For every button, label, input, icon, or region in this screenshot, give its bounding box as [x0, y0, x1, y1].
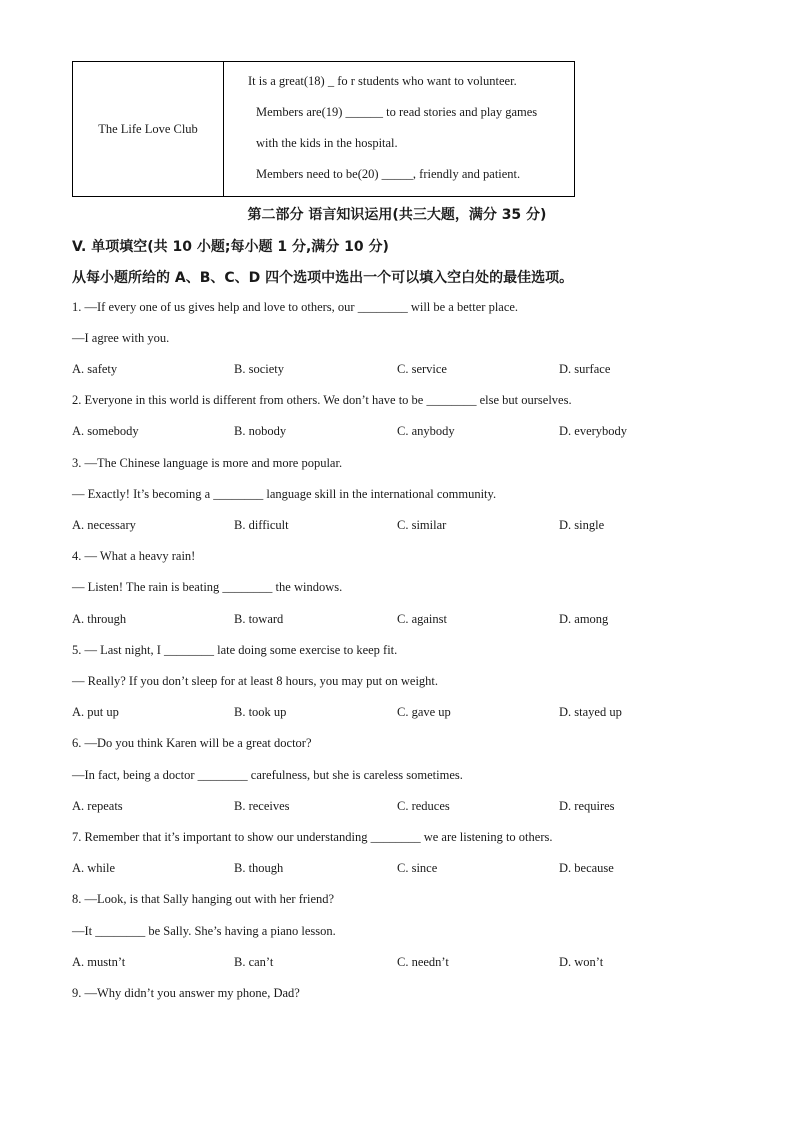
question-text: 6. —Do you think Karen will be a great doctor? — [72, 736, 312, 750]
question-text: —In fact, being a doctor ________ carefulness, but she is careless sometimes. — [72, 768, 463, 782]
club-description-cell — [224, 62, 575, 197]
option-d: D. single — [559, 518, 605, 532]
option-a: A. while — [72, 861, 116, 875]
question-text: — Really? If you don’t sleep for at least 8 hours, you may put on weight. — [72, 674, 439, 688]
question-text: — Exactly! It’s becoming a ________ language skill in the international community. — [72, 487, 497, 501]
option-c: C. gave up — [397, 705, 451, 719]
question-text: 8. —Look, is that Sally hanging out with her friend? — [72, 892, 335, 906]
option-c: C. anybody — [397, 424, 455, 438]
option-c: C. reduces — [397, 799, 450, 813]
instructions: 从每小题所给的 A、B、C、D 四个选项中选出一个可以填入空白处的最佳选项。 — [72, 270, 574, 286]
option-d: D. won’t — [559, 955, 604, 969]
club-name-cell — [73, 62, 224, 197]
option-c: C. needn’t — [397, 955, 449, 969]
option-c: C. against — [397, 612, 447, 626]
club-name: The Life Love Club — [98, 121, 198, 136]
option-b: B. toward — [234, 612, 284, 626]
question-text: — Listen! The rain is beating ________ the windows. — [72, 580, 343, 594]
option-b: B. though — [234, 861, 284, 875]
option-d: D. surface — [559, 362, 611, 376]
option-d: D. everybody — [559, 424, 628, 438]
club-description-line: It is a great(18) _ fo r students who want to volunteer. — [248, 74, 517, 88]
club-table — [72, 61, 575, 197]
option-a: A. somebody — [72, 424, 139, 438]
option-b: B. can’t — [234, 955, 274, 969]
option-d: D. among — [559, 612, 609, 626]
option-b: B. difficult — [234, 518, 289, 532]
option-a: A. repeats — [72, 799, 123, 813]
question-text: 5. — Last night, I ________ late doing some exercise to keep fit. — [72, 643, 398, 657]
option-b: B. nobody — [234, 424, 287, 438]
option-b: B. receives — [234, 799, 290, 813]
option-c: C. similar — [397, 518, 447, 532]
option-a: A. necessary — [72, 518, 136, 532]
option-c: C. service — [397, 362, 447, 376]
option-d: D. because — [559, 861, 614, 875]
option-a: A. mustn’t — [72, 955, 126, 969]
question-text: 1. —If every one of us gives help and love to others, our ________ will be a better place. — [72, 300, 519, 314]
option-c: C. since — [397, 861, 438, 875]
option-a: A. put up — [72, 705, 119, 719]
question-text: —I agree with you. — [72, 331, 170, 345]
option-d: D. stayed up — [559, 705, 622, 719]
option-a: A. safety — [72, 362, 118, 376]
question-text: 3. —The Chinese language is more and more popular. — [72, 456, 343, 470]
club-description-line: Members are(19) ______ to read stories and play games — [256, 105, 538, 119]
option-d: D. requires — [559, 799, 615, 813]
club-description-line: Members need to be(20) _____, friendly and patient. — [256, 167, 521, 181]
question-text: —It ________ be Sally. She’s having a piano lesson. — [72, 924, 336, 938]
option-b: B. society — [234, 362, 284, 376]
part-heading: V. 单项填空(共 10 小题;每小题 1 分,满分 10 分) — [72, 239, 389, 255]
section-title: 第二部分 语言知识运用(共三大题，满分 35 分) — [247, 207, 547, 223]
question-text: 9. —Why didn’t you answer my phone, Dad? — [72, 986, 300, 1000]
club-description-line: with the kids in the hospital. — [256, 136, 398, 150]
question-text: 7. Remember that it’s important to show our understanding ________ we are listening to others. — [72, 830, 553, 844]
question-text: 4. — What a heavy rain! — [72, 549, 196, 563]
option-a: A. through — [72, 612, 127, 626]
option-b: B. took up — [234, 705, 287, 719]
question-text: 2. Everyone in this world is different from others. We don’t have to be ________ else but ourselves. — [72, 393, 572, 407]
